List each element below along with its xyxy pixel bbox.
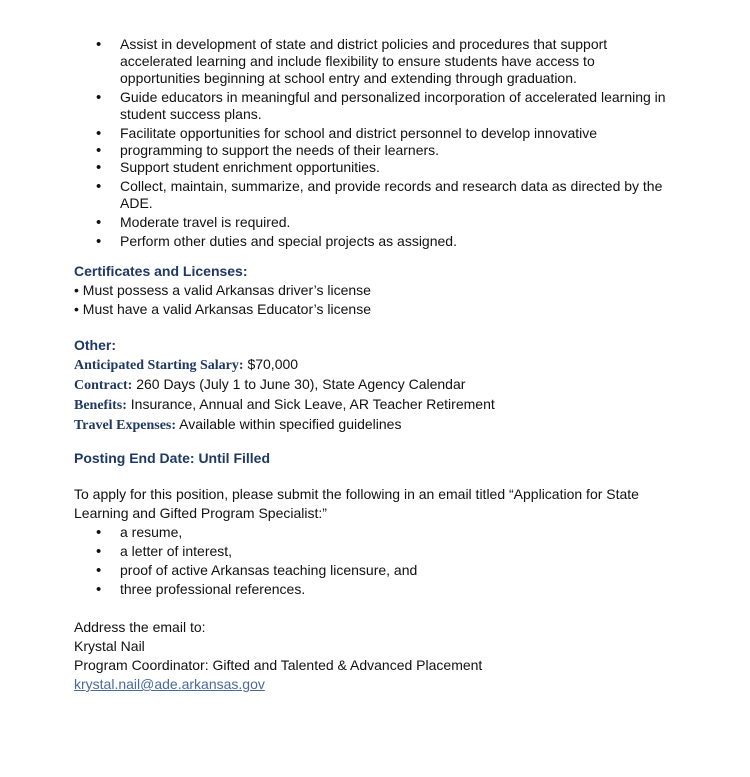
salary-line: [74, 355, 694, 375]
benefits-label: Benefits:: [74, 398, 127, 413]
other-section: [74, 336, 694, 435]
travel-value: Available within specified guidelines: [176, 416, 402, 432]
salary-label: Anticipated Starting Salary:: [74, 358, 244, 373]
email-link[interactable]: krystal.nail@ade.arkansas.gov: [74, 676, 265, 692]
contact-intro: Address the email to:: [74, 619, 206, 635]
list-item: • Support student enrichment opportunities.: [74, 159, 674, 176]
list-item: • Collect, maintain, summarize, and provide records and research data as directed by the ADE.: [74, 178, 674, 212]
contact-title: Program Coordinator: Gifted and Talented & Advanced Placement: [74, 657, 483, 673]
list-item: • a letter of interest,: [74, 542, 674, 561]
certificate-item: • Must possess a valid Arkansas driver’s license: [74, 282, 371, 298]
contact-name: Krystal Nail: [74, 638, 145, 654]
contract-value: 260 Days (July 1 to June 30), State Agency Calendar: [132, 376, 466, 392]
certificates-section: [74, 262, 694, 319]
list-item: • proof of active Arkansas teaching licensure, and: [74, 561, 674, 580]
duties-list: [74, 36, 674, 252]
list-item: • Facilitate opportunities for school and district personnel to develop innovative: [74, 125, 674, 142]
salary-value: $70,000: [243, 356, 299, 372]
list-item: • Moderate travel is required.: [74, 214, 674, 231]
list-item: • Perform other duties and special projects as assigned.: [74, 233, 674, 250]
list-item: • programming to support the needs of their learners.: [74, 142, 674, 159]
list-item: • Guide educators in meaningful and personalized incorporation of accelerated learning in student success plans.: [74, 89, 674, 123]
benefits-line: [74, 395, 694, 415]
travel-label: Travel Expenses:: [74, 418, 177, 433]
apply-section: [74, 485, 674, 599]
certificates-heading: Certificates and Licenses:: [74, 263, 248, 279]
list-item: • three professional references.: [74, 580, 674, 599]
posting-end-date: Posting End Date: Until Filled: [74, 450, 270, 466]
contract-line: [74, 375, 694, 395]
apply-list: [74, 523, 674, 599]
contract-label: Contract:: [74, 378, 133, 393]
certificate-item: • Must have a valid Arkansas Educator’s license: [74, 301, 371, 317]
apply-intro: To apply for this position, please submit the following in an email titled “Application for State Learning and Gifted Program Specialist:”: [74, 486, 639, 521]
benefits-value: Insurance, Annual and Sick Leave, AR Teacher Retirement: [126, 396, 495, 412]
contact-section: [74, 618, 694, 694]
travel-line: [74, 415, 694, 435]
other-heading: Other:: [74, 337, 116, 353]
list-item: • Assist in development of state and district policies and procedures that support accelerated learning and include flexibility to ensure students have access to opportunities beginning at school entry and extending through graduation.: [74, 36, 674, 87]
list-item: • a resume,: [74, 523, 674, 542]
